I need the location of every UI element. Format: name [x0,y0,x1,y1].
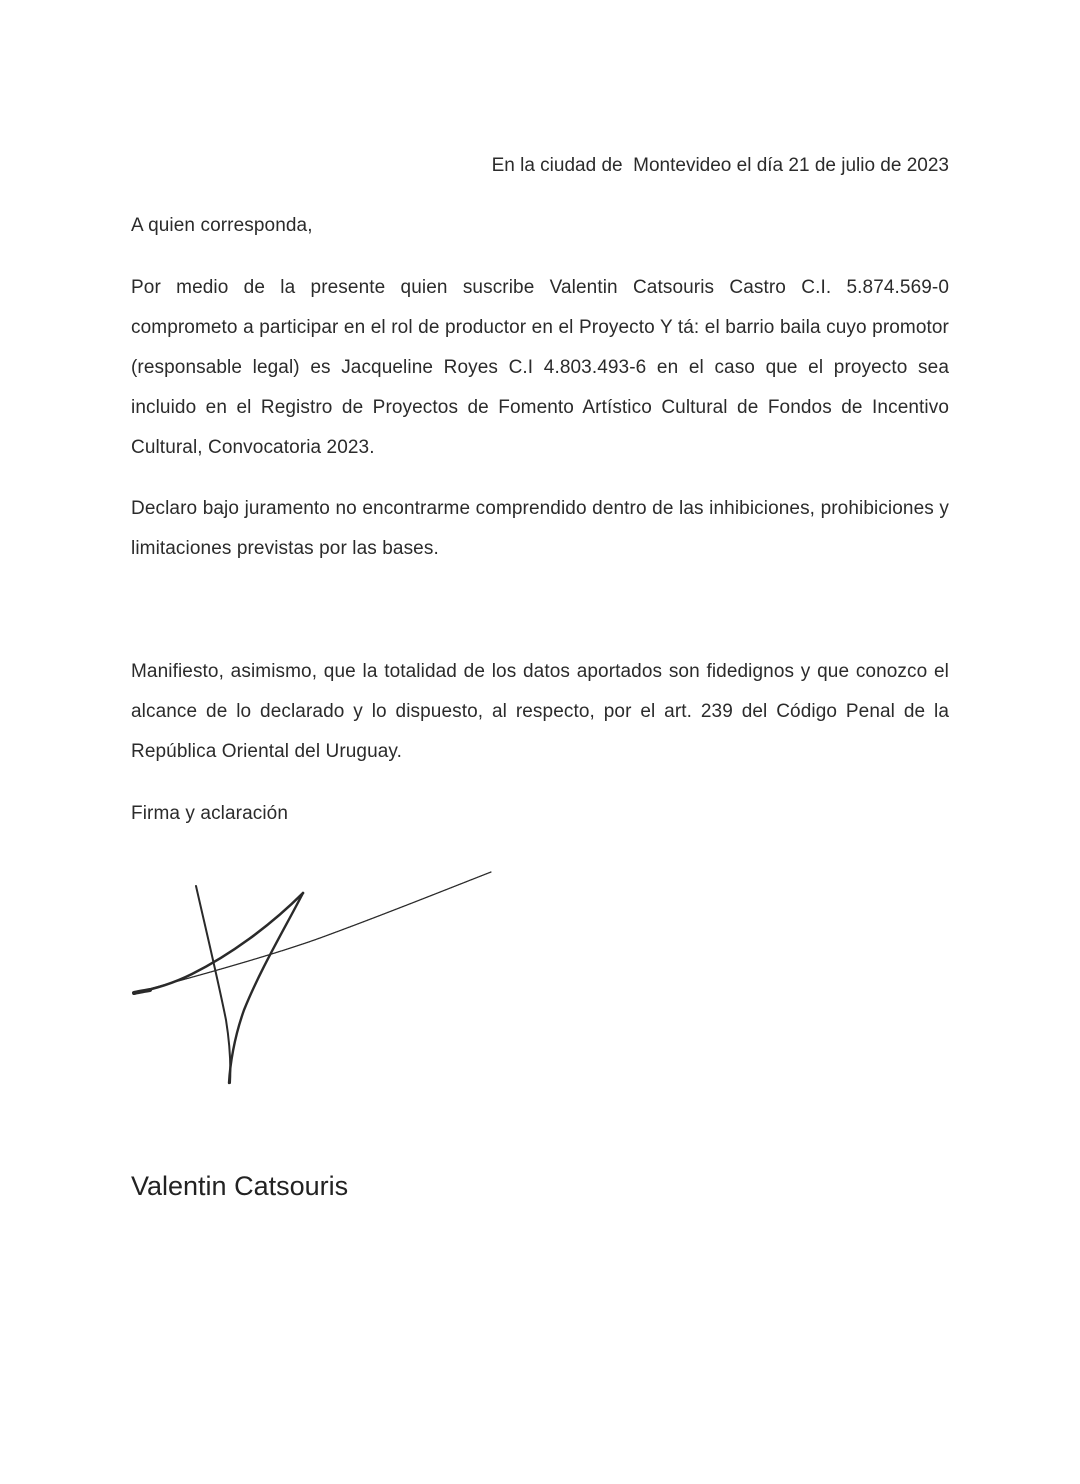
printed-name: Valentin Catsouris [131,1171,349,1201]
paragraph-commitment: Por medio de la presente quien suscribe Valentin Catsouris Castro C.I. 5.874.569-0 comprometo a participar en el rol de productor en el Proyecto Y tá: el barrio baila cuyo promotor (responsable legal) es Jacqueline Royes C.I 4.803.493-6 en el caso que el proyecto sea incluido en el Registro de Proyectos de Fomento Artístico Cultural de Fondos de Incentivo Cultural, Convocatoria 2023. [131,277,949,458]
signature-label: Firma y aclaración [131,803,289,824]
greeting: A quien corresponda, [131,215,313,236]
signature-icon [120,860,500,1090]
paragraph-declaration: Declaro bajo juramento no encontrarme comprendido dentro de las inhibiciones, prohibiciones y limitaciones previstas por las bases. [131,498,949,559]
date-line: En la ciudad de Montevideo el día 21 de julio de 2023 [491,155,949,176]
paragraph-manifest: Manifiesto, asimismo, que la totalidad de los datos aportados son fidedignos y que conozco el alcance de lo declarado y lo dispuesto, al respecto, por el art. 239 del Código Penal de la República Oriental del Uruguay. [131,661,949,762]
